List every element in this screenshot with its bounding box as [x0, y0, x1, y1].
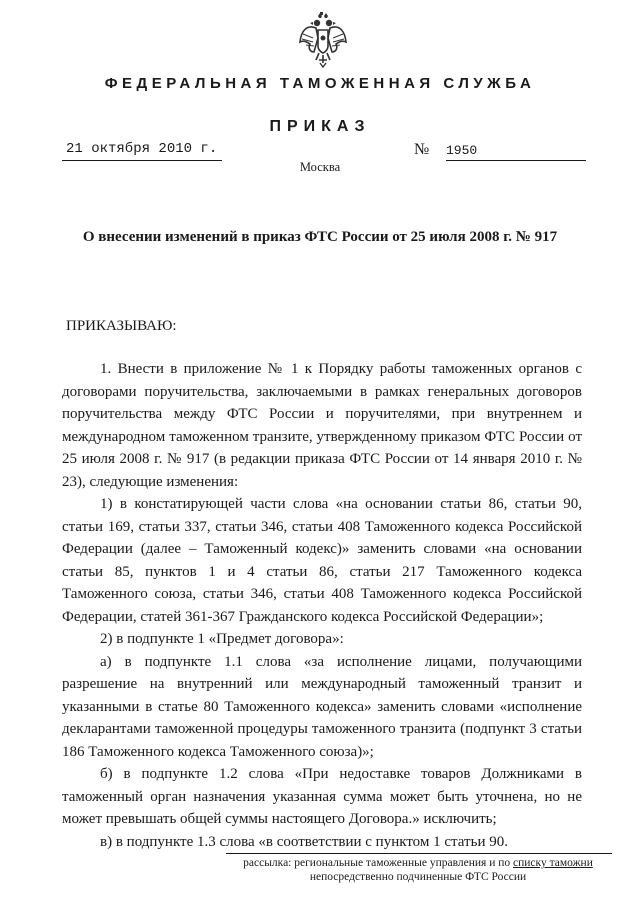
order-subject: О внесении изменений в приказ ФТС России от 25 июля 2008 г. № 917 [82, 229, 558, 245]
number-sign: № [414, 141, 430, 158]
paragraph-4: а) в подпункте 1.1 слова «за исполнение лицами, получающими разрешение на внутренний или международный таможенный транзит и указанными в статье 80 Таможенного кодекса» заменить словами «исполнение декларантами таможенной процедуры таможенного транзита (подпункт 3 статьи 186 Таможенного кодекса Таможенного союза)»; [62, 653, 582, 760]
order-number: 1950 [446, 143, 478, 158]
document-type: ПРИКАЗ [269, 118, 371, 135]
agency-name: ФЕДЕРАЛЬНАЯ ТАМОЖЕННАЯ СЛУЖБА [104, 75, 536, 92]
paragraph-5: б) в подпункте 1.2 слова «При недоставке товаров Должниками в таможенный орган назначения указанная сумма может быть уточнена, но не может превышать общей суммы настоящего Договора.» исключить; [62, 766, 582, 827]
paragraph-1: 1. Внести в приложение № 1 к Порядку работы таможенных органов с договорами поручительства, заключаемыми в рамках генеральных договоров поручительства между ФТС России и поручителями, при внутреннем и международном таможенном транзите, утвержденному приказом ФТС России от 25 июля 2008 г. № 917 (в редакции приказа ФТС России от 14 января 2010 г. № 23), следующие изменения: [62, 361, 582, 490]
double-headed-eagle-icon [298, 12, 348, 68]
city: Москва [299, 160, 341, 174]
order-word: ПРИКАЗЫВАЮ: [66, 318, 177, 334]
distribution-line-2: непосредственно подчиненные ФТС России [309, 871, 527, 883]
paragraph-2: 1) в констатирующей части слова «на основании статьи 86, статьи 90, статьи 169, статьи 337, статьи 346, статьи 408 Таможенного кодекса Российской Федерации (далее – Таможенный кодекс)» заменить словами «на основании статьи 85, пунктов 1 и 4 статьи 86, статьи 217 Таможенного кодекса Таможенного союза, статьи 346, статьи 408 Таможенного кодекса Российской Федерации, статей 361-367 Гражданского кодекса Российской Федерации»; [62, 496, 582, 625]
distribution-note [214, 856, 622, 884]
footer-divider [226, 853, 612, 854]
paragraph-3: 2) в подпункте 1 «Предмет договора»: [100, 631, 344, 647]
paragraph-6: в) в подпункте 1.3 слова «в соответствии с пунктом 1 статьи 90. [100, 833, 508, 850]
distribution-list-link: списку таможни [513, 857, 593, 869]
distribution-line-1: рассылка: региональные таможенные управления и по [243, 857, 514, 869]
order-date: 21 октября 2010 г. [66, 141, 218, 157]
order-body [62, 358, 582, 853]
